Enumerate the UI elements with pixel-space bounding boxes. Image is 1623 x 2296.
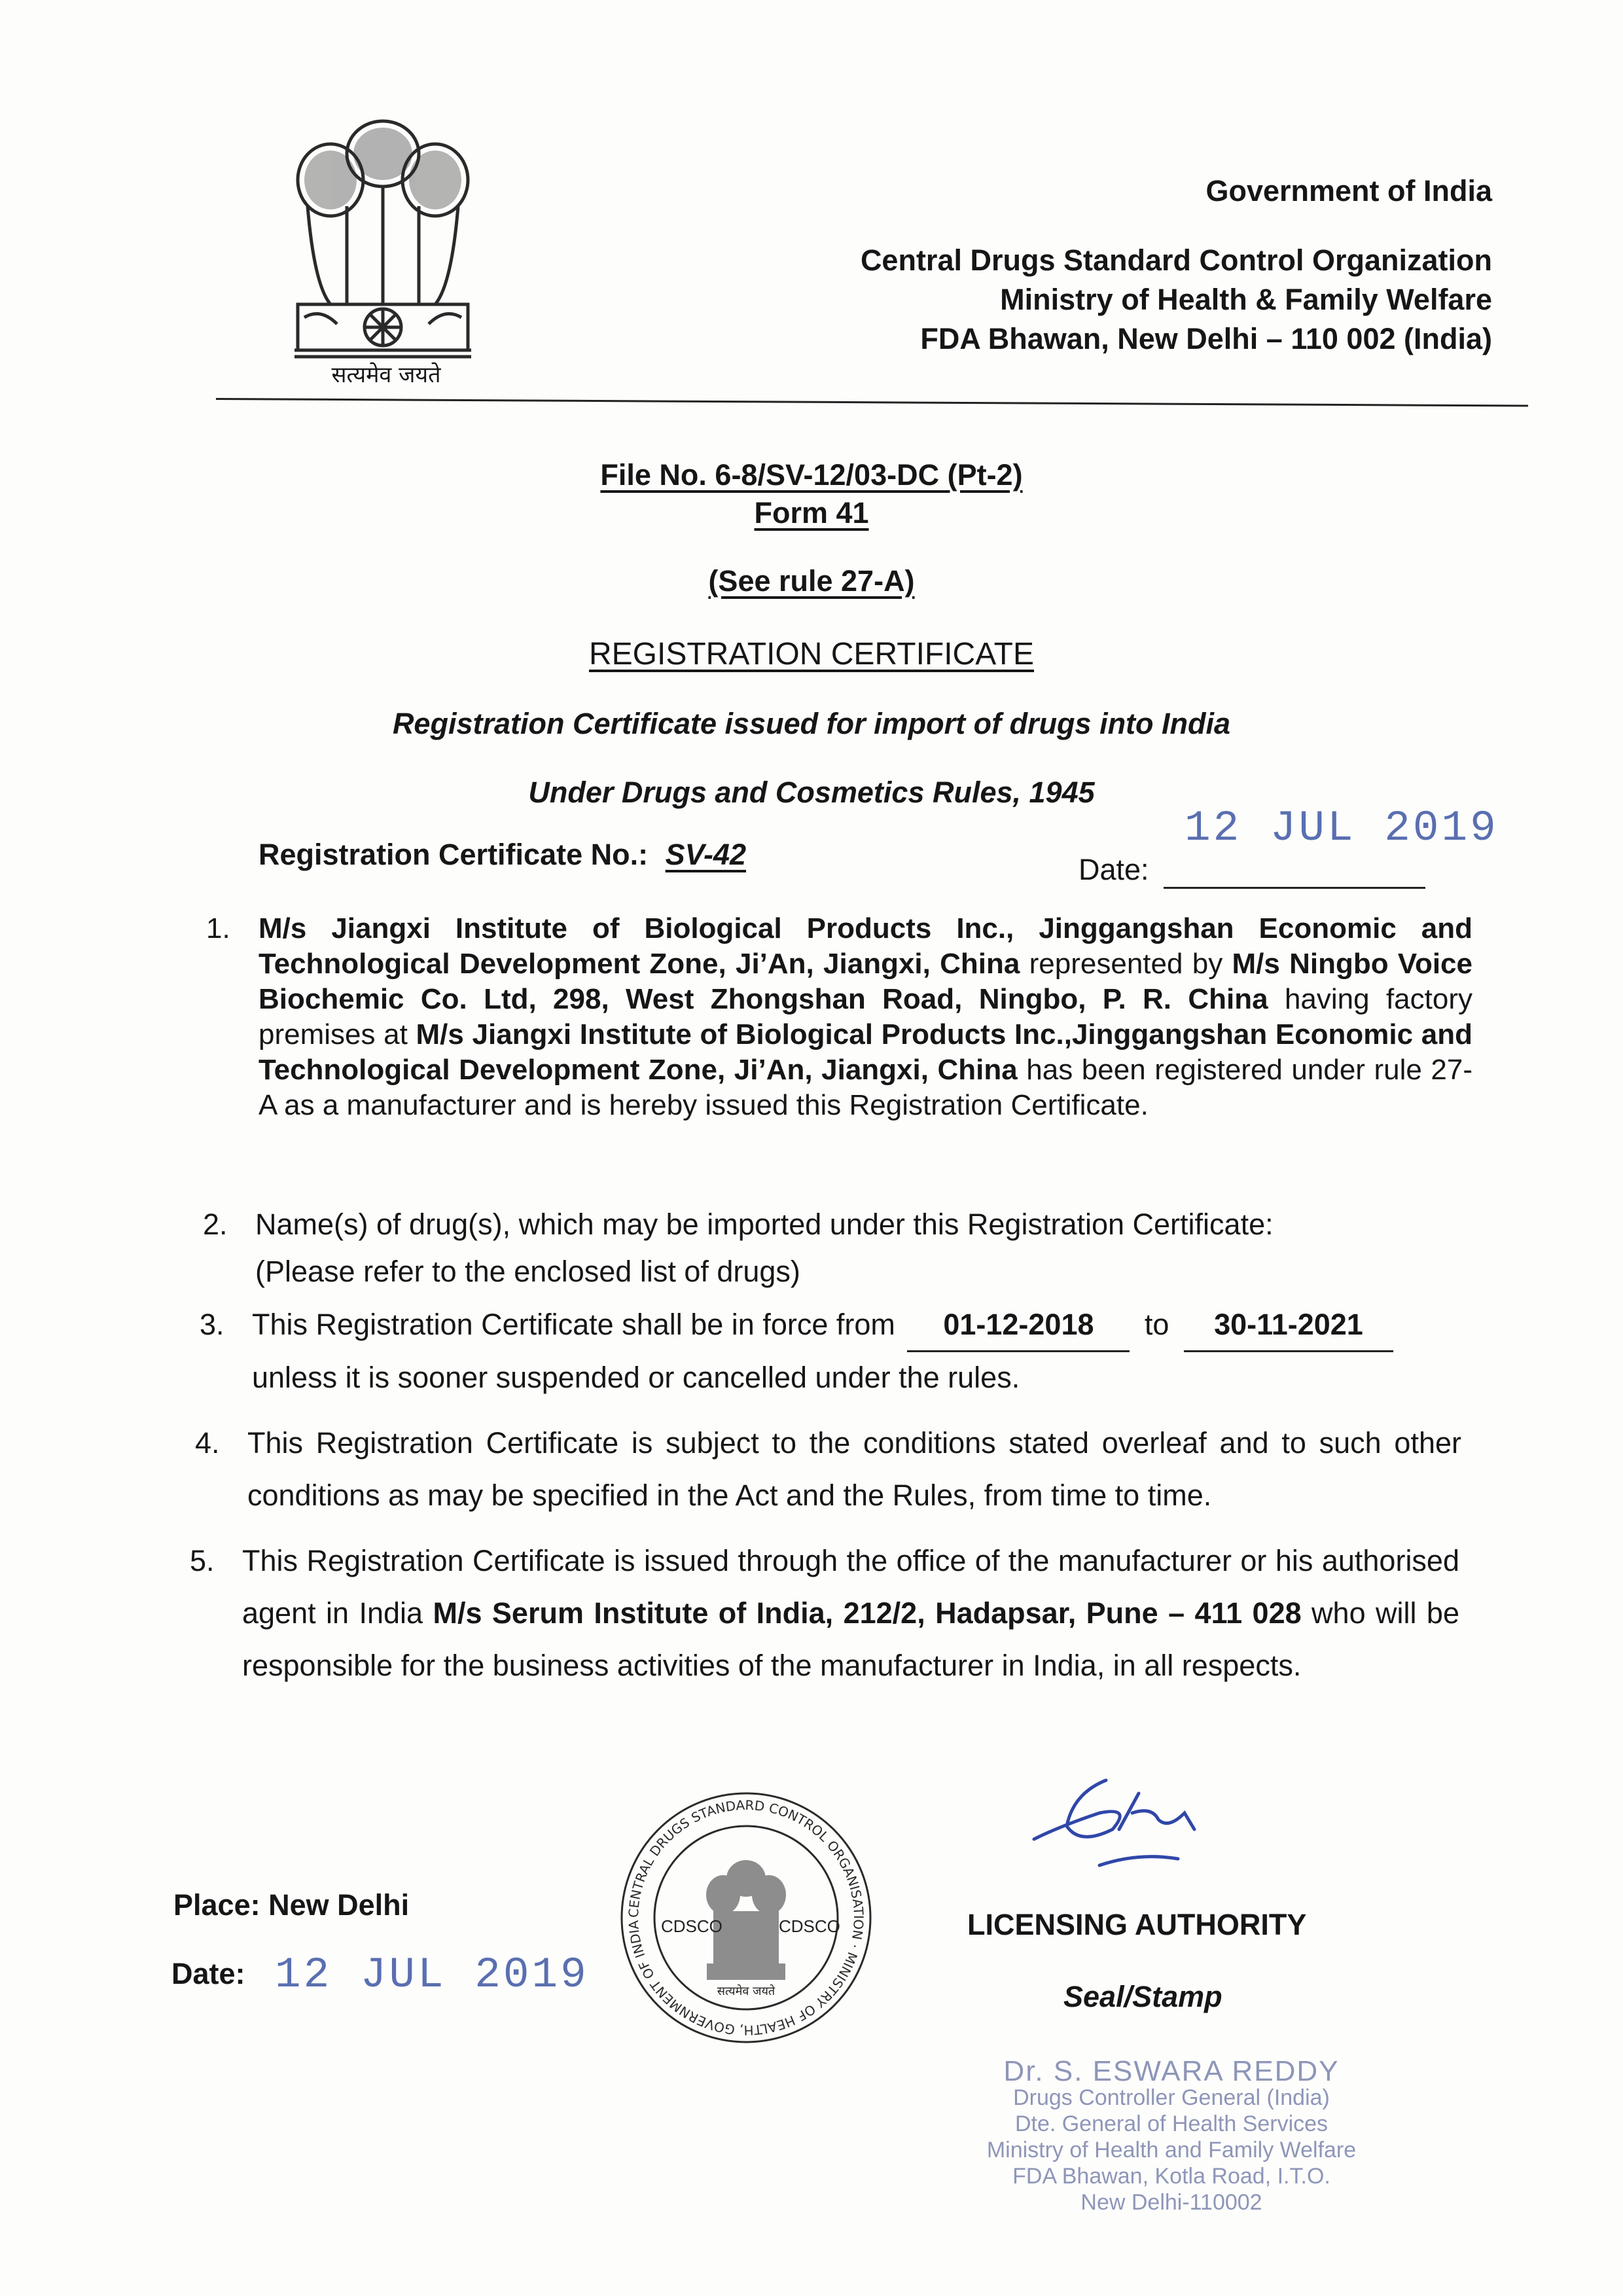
item-1-number: 1.: [206, 912, 230, 944]
header-address: FDA Bhawan, New Delhi – 110 002 (India): [920, 322, 1492, 355]
item-1-text-a: represented by: [1020, 948, 1232, 980]
item-3: [200, 1299, 1469, 1403]
officer-designation: Drugs Controller General (India): [1013, 2085, 1330, 2110]
validity-to-word: to: [1144, 1308, 1169, 1341]
item-5: [190, 1535, 1459, 1692]
date-underline: [1164, 853, 1425, 889]
item-4: [195, 1417, 1461, 1522]
header-divider: [216, 398, 1528, 406]
item-2-line-1: Name(s) of drug(s), which may be imported under this Registration Certificate:: [255, 1208, 1274, 1241]
seal-left-text: CDSCO: [661, 1916, 722, 1936]
place: Place: New Delhi: [173, 1888, 410, 1922]
representative-name: M/s Ningbo Voice Biochemic Co. Ltd, 298, West Zhongshan Road, Ningbo, P. R. China: [259, 948, 1473, 1015]
item-4-text: This Registration Certificate is subject to the conditions stated overleaf and to such other conditions as may be specified in the Act and the Rules, from time to time.: [247, 1426, 1461, 1512]
footer-date-label: Date:: [171, 1957, 245, 1990]
see-rule: (See rule 27-A): [708, 564, 915, 598]
item-2: [203, 1201, 1472, 1295]
officer-ministry: Ministry of Health and Family Welfare: [986, 2138, 1357, 2162]
item-2-line-2: (Please refer to the enclosed list of drugs): [255, 1255, 800, 1288]
certificate-title: REGISTRATION CERTIFICATE: [588, 637, 1035, 672]
date-stamp: 12 JUL 2019: [1185, 804, 1499, 853]
item-5-number: 5.: [190, 1544, 215, 1577]
validity-text: This Registration Certificate shall be in force from: [252, 1308, 895, 1341]
seal-right-text: CDSCO: [779, 1916, 840, 1936]
seal-stamp-label: Seal/Stamp: [1063, 1980, 1222, 2013]
certificate-subtitle-1: Registration Certificate issued for import of drugs into India: [392, 707, 1231, 740]
emblem-motto: सत्यमेव जयते: [331, 362, 441, 388]
national-emblem-icon: [275, 108, 491, 389]
seal-ring-text: CENTRAL DRUGS STANDARD CONTROL ORGANISATION · MINISTRY OF HEALTH, GOVERNMENT OF INDIA: [625, 1797, 867, 2039]
item-5-text-b: who will be responsible for the business activities of the manufacturer in India, in all respects.: [242, 1596, 1459, 1682]
date-row: [1079, 853, 1425, 889]
licensing-authority: LICENSING AUTHORITY: [967, 1908, 1307, 1941]
officer-city: New Delhi-110002: [1080, 2190, 1262, 2215]
cdsco-seal-icon: [615, 1787, 877, 2049]
item-4-number: 4.: [195, 1426, 220, 1460]
item-1-text-b: having factory premises at: [259, 983, 1472, 1050]
item-3-line-2: unless it is sooner suspended or cancelled under the rules.: [252, 1361, 1020, 1394]
manufacturer-name: M/s Jiangxi Institute of Biological Products Inc., Jinggangshan Economic and Technological Development Zone, Ji’An, Jiangxi, China: [259, 912, 1472, 980]
item-1: [206, 911, 1473, 1123]
form-number: Form 41: [754, 496, 869, 529]
item-1-text-c: has been registered under rule 27-A as a manufacturer and is hereby issued this Registration Certificate.: [259, 1054, 1473, 1121]
officer-name: Dr. S. ESWARA REDDY: [1003, 2055, 1340, 2087]
reg-cert-no-label: Registration Certificate No.:: [259, 838, 649, 871]
footer-date-stamp: 12 JUL 2019: [275, 1950, 589, 2000]
factory-premises: M/s Jiangxi Institute of Biological Products Inc.,Jinggangshan Economic and Technological Development Zone, Ji’An, Jiangxi, China: [259, 1018, 1473, 1086]
header-government: Government of India: [1205, 174, 1492, 207]
reg-cert-no-row: [259, 838, 746, 872]
file-number: File No. 6-8/SV-12/03-DC (Pt-2): [600, 458, 1023, 492]
signature: [1021, 1767, 1217, 1878]
date-label: Date:: [1079, 853, 1149, 886]
item-3-line-1: [252, 1299, 1469, 1352]
valid-to: 30-11-2021: [1184, 1299, 1393, 1352]
item-2-number: 2.: [203, 1208, 228, 1241]
officer-stamp: [962, 2055, 1381, 2215]
authorised-agent: M/s Serum Institute of India, 212/2, Hadapsar, Pune – 411 028: [433, 1596, 1302, 1630]
item-3-number: 3.: [200, 1308, 224, 1341]
officer-directorate: Dte. General of Health Services: [1014, 2111, 1329, 2136]
header-ministry: Ministry of Health & Family Welfare: [1000, 283, 1492, 316]
reg-cert-no-value: SV-42: [665, 838, 747, 871]
header-organization: Central Drugs Standard Control Organization: [860, 243, 1492, 277]
certificate-subtitle-2: Under Drugs and Cosmetics Rules, 1945: [528, 776, 1095, 809]
valid-from: 01-12-2018: [907, 1299, 1130, 1352]
item-5-text-a: This Registration Certificate is issued through the office of the manufacturer or his authorised agent in India: [242, 1544, 1459, 1630]
officer-address: FDA Bhawan, Kotla Road, I.T.O.: [1012, 2164, 1330, 2189]
seal-motto: सत्यमेव जयते: [717, 1984, 776, 1998]
